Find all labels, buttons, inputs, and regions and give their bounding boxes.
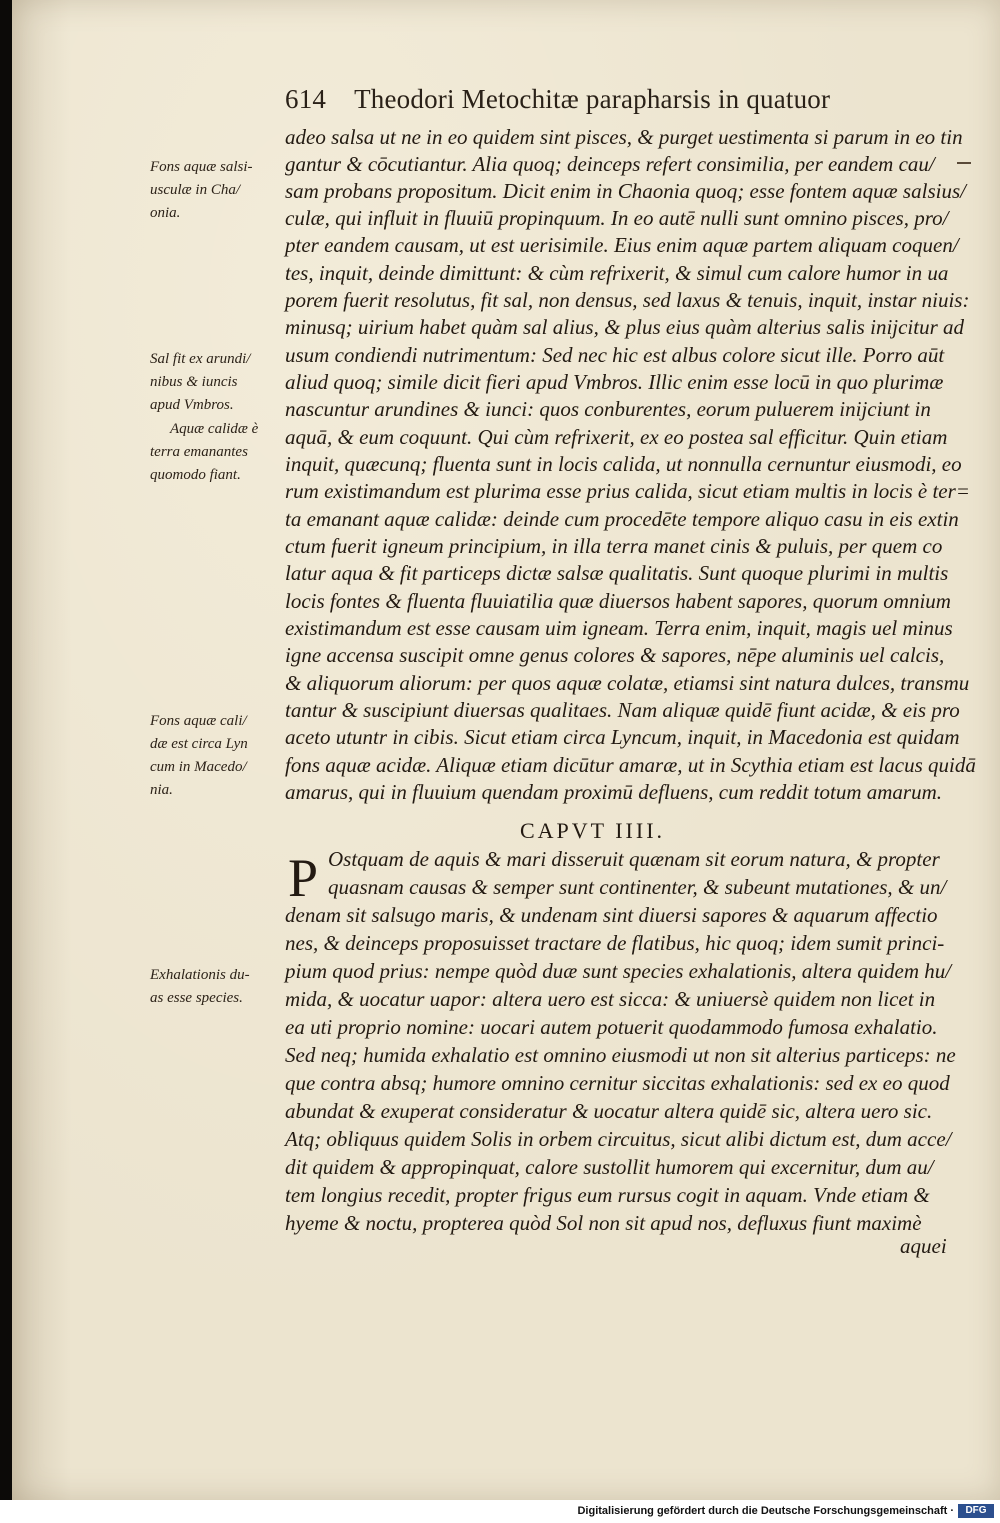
text-line: tes, inquit, deinde dimittunt: & cùm refrixerit, & simul cum calore humor in ua [285,261,949,285]
text-line: que contra absq; humore omnino cernitur siccitas exhalationis: sed ex eo quod [285,1071,950,1095]
text-line: Atq; obliquus quidem Solis in orbem circuitus, sicut alibi dictum est, dum acce/ [285,1127,952,1151]
catchword: aquei [900,1234,947,1258]
page-number: 614 [285,84,327,114]
running-title: Theodori Metochitæ parapharsis in quatuor [354,84,831,114]
drop-cap: P [288,848,319,908]
text-line: fons aquæ acidæ. Aliquæ etiam dicūtur amaræ, ut in Scythia etiam est lacus quidā [285,753,976,777]
margin-note-line: Fons aquæ salsi- [150,159,253,175]
text-line: gantur & cōcutiantur. Alia quoq; deinceps refert consimilia, per eandem cau/ [285,152,935,176]
text-line: hyeme & noctu, propterea quòd Sol non sit apud nos, defluxus fiunt maximè [285,1211,922,1235]
text-line: mida, & uocatur uapor: altera uero est sicca: & uniuersè quidem non licet in [285,987,936,1011]
dfg-logo: DFG [958,1504,994,1518]
text-line: tem longius recedit, propter frigus eum rursus cogit in aquam. Vnde etiam & [285,1183,930,1207]
margin-note [150,418,285,487]
margin-note-line: terra emanantes [150,444,248,460]
text-line: pium quod prius: nempe quòd duæ sunt species exhalationis, altera quidem hu/ [285,959,952,983]
text-line: ea uti proprio nomine: uocari autem potuerit quodammodo fumosa exhalatio. [285,1015,938,1039]
margin-note [150,964,285,1010]
chapter-heading: CAPVT IIII. [520,818,666,843]
digitization-footer [0,1500,1000,1523]
text-line: rum existimandum est plurima esse prius calida, sicut etiam multis in locis è ter= [285,479,970,503]
text-line: & aliquorum aliorum: per quos aquæ colatæ, etiamsi sint natura dulces, transmu [285,671,970,695]
text-line: minusq; uirium habet quàm sal alius, & plus eius quàm alterius salis inijcitur ad [285,315,965,339]
page-mark [957,162,971,164]
margin-note-line: Sal fit ex arundi/ [150,351,251,367]
text-line: pter eandem causam, ut est uerisimile. Eius enim aquæ partem aliquam coquen/ [285,233,959,257]
text-line: usum condiendi nutrimentum: Sed nec hic est albus colore sicut ille. Porro aūt [285,343,945,367]
text-line: Sed neq; humida exhalatio est omnino eiusmodi ut non sit alterius particeps: ne [285,1043,956,1067]
footer-credit: Digitalisierung gefördert durch die Deutsche Forschungsgemeinschaft · [577,1505,954,1517]
margin-note [150,348,285,417]
text-line: sam probans propositum. Dicit enim in Chaonia quoq; esse fontem aquæ salsius/ [285,179,966,203]
text-line: adeo salsa ut ne in eo quidem sint pisces, & purget uestimenta si parum in eo tin [285,125,963,149]
margin-note-line: usculæ in Cha/ [150,182,241,198]
text-line: inquit, quæcunq; fluenta sunt in locis calida, ut nonnulla cernuntur eiusmodi, eo [285,452,962,476]
text-line: ta emanant aquæ calidæ: deinde cum procedēte tempore aliquo casu in eis extin [285,507,959,531]
text-line: porem fuerit resolutus, fit sal, non densus, sed laxus & tenuis, inquit, instar niuis: [285,288,970,312]
text-line: igne accensa suscipit omne genus colores & sapores, nēpe aluminis uel calcis, [285,643,945,667]
text-line: nes, & deinceps proposuisset tractare de flatibus, hic quoq; idem sumit princi- [285,931,945,955]
text-line: Ostquam de aquis & mari disseruit quænam sit eorum natura, & propter [328,847,940,871]
text-line: ctum fuerit igneum principium, in illa terra manet cinis & puluis, per quem co [285,534,943,558]
text-line: amarus, qui in fluuium quendam proximū defluens, cum reddit totum amarum. [285,780,942,804]
text-line: abundat & exuperat consideratur & uocatur altera quidē sic, altera uero sic. [285,1099,933,1123]
margin-note-line: quomodo fiant. [150,467,241,483]
margin-note-line: cum in Macedo/ [150,759,247,775]
margin-note-line: Fons aquæ cali/ [150,713,247,729]
margin-note [150,710,285,802]
margin-note-line: nia. [150,782,173,798]
margin-note-line: dæ est circa Lyn [150,736,248,752]
text-line: locis fontes & fluenta fluuiatilia quæ diuersos habent sapores, quorum omnium [285,589,951,613]
text-line: culæ, qui influit in fluuiū propinquum. In eo autē nulli sunt omnino pisces, pro/ [285,206,949,230]
margin-note-line: Exhalationis du- [150,967,250,983]
text-line: aceto utuntr in cibis. Sicut etiam circa Lyncum, inquit, in Macedonia est quidam [285,725,960,749]
text-line: dit quidem & appropinquat, calore sustollit humorem qui excernitur, dum au/ [285,1155,934,1179]
margin-note-line: nibus & iuncis [150,374,238,390]
running-header [285,84,885,115]
margin-note-line: as esse species. [150,990,243,1006]
margin-note-line: onia. [150,205,181,221]
text-line: latur aqua & fit particeps dictæ salsæ qualitatis. Sunt quoque plurimi in multis [285,561,949,585]
margin-note [150,156,285,225]
margin-note-line: Aquæ calidæ è [170,421,259,437]
text-line: aliud quoq; simile dicit fieri apud Vmbros. Illic enim esse locū in quo plurimæ [285,370,944,394]
text-line: nascuntur arundines & iunci: quos conburentes, eorum puluerem inijciunt in [285,397,931,421]
text-line: tantur & suscipiunt diuersas qualitaes. Nam aliquæ quidē fiunt acidæ, & eis pro [285,698,960,722]
margin-note-line: apud Vmbros. [150,397,234,413]
text-line: existimandum est esse causam uim igneam. Terra enim, inquit, magis uel minus [285,616,953,640]
text-line: aquā, & eum coquunt. Qui cùm refrixerit, ex eo postea sal efficitur. Quin etiam [285,425,948,449]
text-line: denam sit salsugo maris, & undenam sint diuersi sapores & aquarum affectio [285,903,938,927]
text-line: quasnam causas & semper sunt continenter, & subeunt mutationes, & un/ [328,875,947,899]
